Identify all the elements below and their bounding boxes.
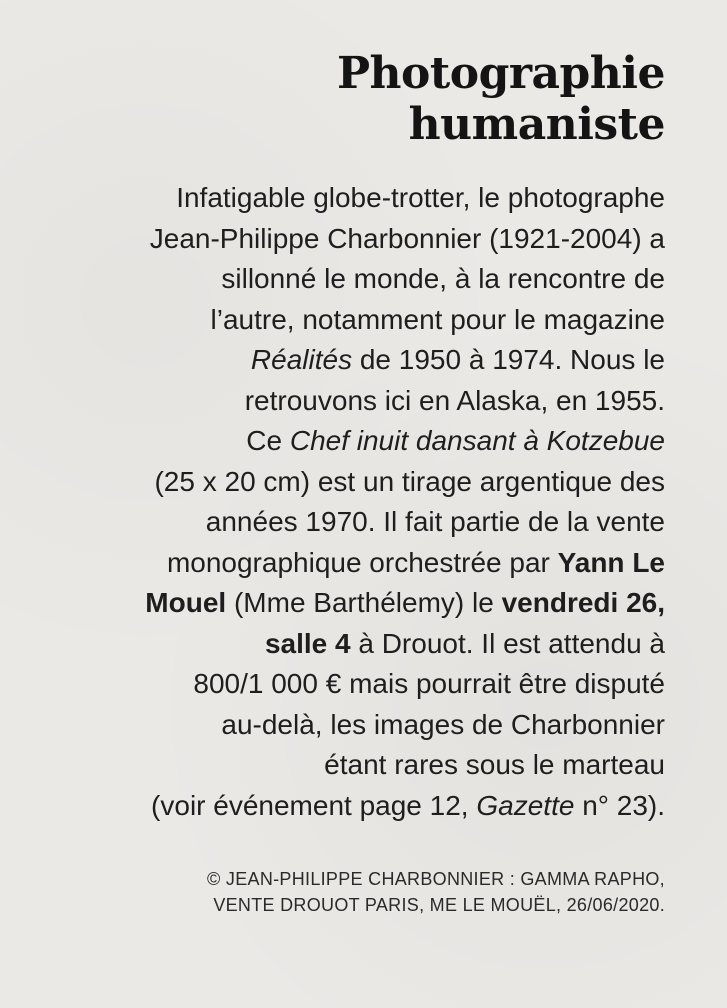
photo-credit xyxy=(207,866,665,918)
body-line-16 xyxy=(145,786,665,827)
body-line-12 xyxy=(145,624,665,665)
body-line-11-text: (Mme Barthélemy) le xyxy=(226,587,502,618)
article-title xyxy=(337,48,665,150)
title-line-2: humaniste xyxy=(408,99,665,150)
body-line-15: étant rares sous le marteau xyxy=(324,749,665,780)
body-line-4: l’autre, notamment pour le magazine xyxy=(210,303,665,335)
credit-line-2: VENTE DROUOT PARIS, ME LE MOUËL, 26/06/2020. xyxy=(213,895,665,915)
article-body xyxy=(145,178,665,826)
title-line-1: Photographie xyxy=(336,48,665,99)
body-line-9: années 1970. Il fait partie de la vente xyxy=(205,506,665,537)
body-line-1: Infatigable globe-trotter, le photographe xyxy=(176,182,665,213)
body-line-16-end: n° 23). xyxy=(574,789,665,821)
body-line-7 xyxy=(145,421,665,462)
sale-room: salle 4 xyxy=(264,627,351,659)
body-line-5-text: de 1950 à 1974. Nous le xyxy=(352,344,665,375)
auction-house-name-end: Mouel xyxy=(145,587,227,618)
body-line-16-text: (voir événement page 12, xyxy=(151,789,477,821)
body-line-12-text: à Drouot. Il est attendu à xyxy=(350,627,665,659)
body-line-11 xyxy=(145,583,665,624)
body-line-13: 800/1 000 € mais pourrait être disputé xyxy=(193,668,665,699)
body-line-6: retrouvons ici en Alaska, en 1955. xyxy=(244,384,665,416)
body-line-7-text: Ce xyxy=(246,425,290,456)
body-line-10 xyxy=(145,543,665,584)
body-line-10-text: monographique orchestrée par xyxy=(166,546,558,578)
sale-date: vendredi 26, xyxy=(501,587,665,618)
magazine-name: Réalités xyxy=(250,344,353,375)
body-line-3: sillonné le monde, à la rencontre de xyxy=(221,263,665,294)
body-line-5 xyxy=(145,340,665,381)
body-line-8: (25 x 20 cm) est un tirage argentique des xyxy=(154,465,665,497)
credit-line-1: © JEAN-PHILIPPE CHARBONNIER : GAMMA RAPHO, xyxy=(207,869,665,889)
publication-name: Gazette xyxy=(476,789,575,821)
auction-house-name: Yann Le xyxy=(557,546,665,578)
body-line-2: Jean-Philippe Charbonnier (1921-2004) a xyxy=(149,222,665,254)
body-line-14: au-delà, les images de Charbonnier xyxy=(221,708,665,740)
artwork-title: Chef inuit dansant à Kotzebue xyxy=(289,425,665,456)
